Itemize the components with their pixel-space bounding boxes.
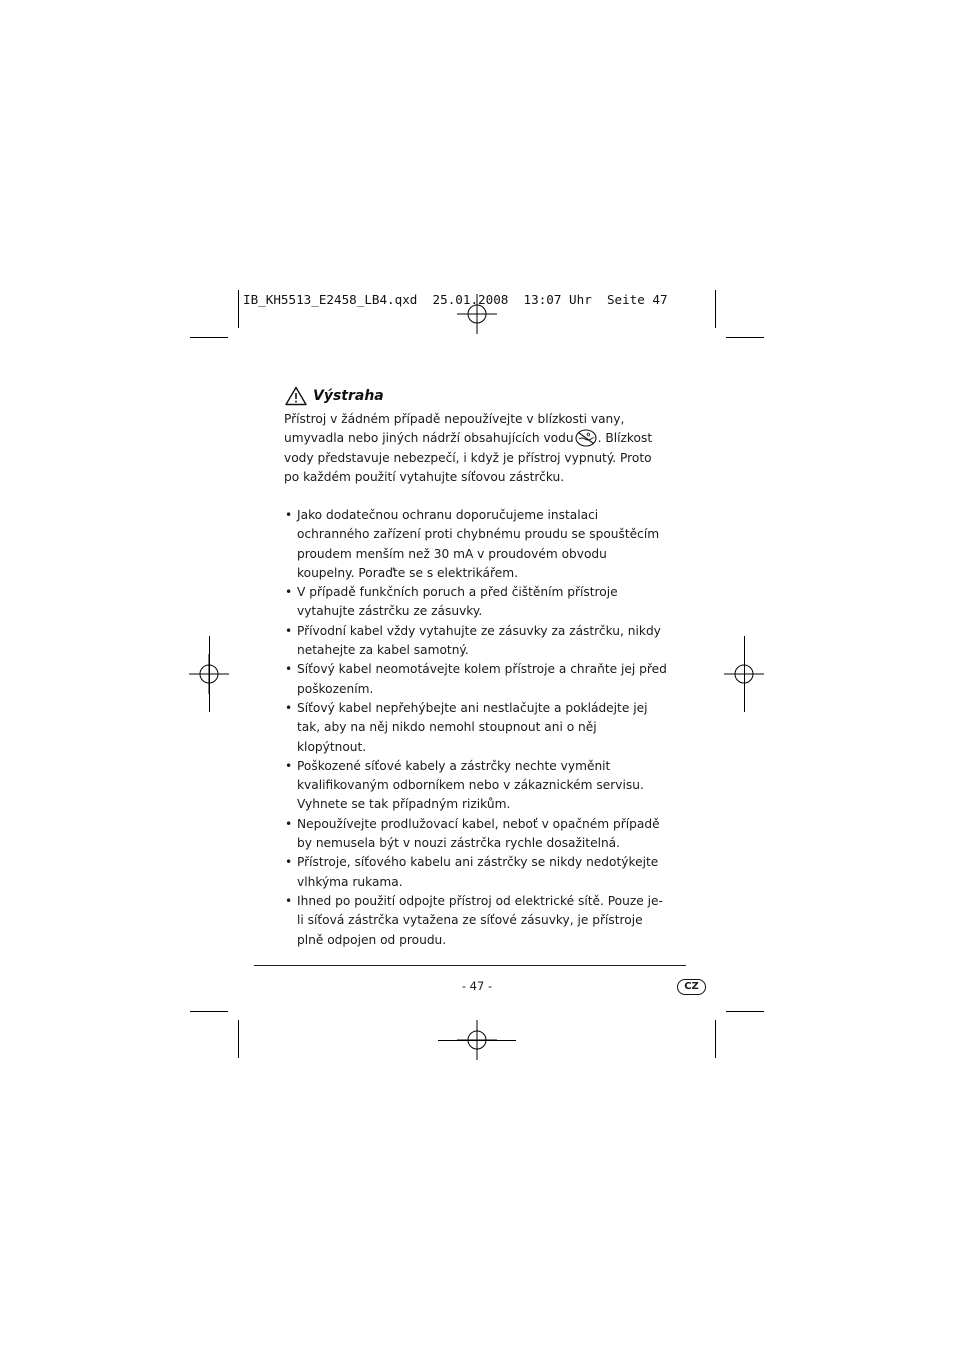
warning-title: Výstraha (313, 388, 384, 404)
list-item: • V případě funkčních poruch a před čištěním přístroje vytahujte zástrčku ze zásuvky. (284, 583, 668, 622)
list-item: • Síťový kabel neomotávejte kolem přístroje a chraňte jej před poškozením. (284, 660, 668, 699)
list-item: • Síťový kabel nepřehýbejte ani nestlačujte a pokládejte jej tak, aby na něj nikdo nemohl stoupnout ani o něj klopýtnout. (284, 699, 668, 757)
list-item: • Ihned po použití odpojte přístroj od elektrické sítě. Pouze je-li síťová zástrčka vytažena ze síťové zásuvky, je přístroje plně odpojen od proudu. (284, 892, 668, 950)
list-item: • Přívodní kabel vždy vytahujte ze zásuvky za zástrčku, nikdy netahejte za kabel samotný. (284, 622, 668, 661)
crop-mark (209, 636, 210, 712)
safety-bullet-list (284, 506, 668, 950)
list-item: • Jako dodatečnou ochranu doporučujeme instalaci ochranného zařízení proti chybnému proudu se spouštěcím proudem menším než 30 mA v proudovém obvodu koupelny. Poraďte se s elektrikářem. (284, 506, 668, 583)
crop-mark (726, 1011, 764, 1012)
footer-divider (254, 965, 686, 966)
list-item: • Přístroje, síťového kabelu ani zástrčky se nikdy nedotýkejte vlhkýma rukama. (284, 853, 668, 892)
crop-mark (238, 290, 239, 328)
print-slug: IB_KH5513_E2458_LB4.qxd 25.01.2008 13:07 Uhr Seite 47 (243, 292, 668, 307)
intro-text: Přístroj v žádném případě nepoužívejte v blízkosti vany, umyvadla nebo jiných nádrží obsahujících vodu (284, 412, 625, 446)
intro-text: . Blízkost vody představuje nebezpečí, i když je přístroj vypnutý. Proto po každém použití vytahujte síťovou zástrčku. (284, 431, 653, 485)
warning-heading (285, 386, 384, 406)
warning-triangle-icon (285, 386, 307, 406)
crop-mark (190, 337, 228, 338)
warning-intro-paragraph (284, 410, 664, 488)
crop-mark (438, 1040, 516, 1041)
language-badge: CZ (677, 979, 706, 995)
crop-mark (715, 290, 716, 328)
crop-mark (726, 337, 764, 338)
page-number: - 47 - (461, 979, 493, 993)
registration-mark-icon (457, 294, 497, 334)
list-item: • Nepoužívejte prodlužovací kabel, neboť v opačném případě by nemusela být v nouzi zástrčka rychle dosažitelná. (284, 815, 668, 854)
no-water-icon (575, 429, 597, 447)
crop-mark (190, 1011, 228, 1012)
list-item: • Poškozené síťové kabely a zástrčky nechte vyměnit kvalifikovaným odborníkem nebo v zákaznickém servisu. Vyhnete se tak případným rizikům. (284, 757, 668, 815)
crop-mark (238, 1020, 239, 1058)
crop-mark (715, 1020, 716, 1058)
crop-mark (744, 636, 745, 712)
